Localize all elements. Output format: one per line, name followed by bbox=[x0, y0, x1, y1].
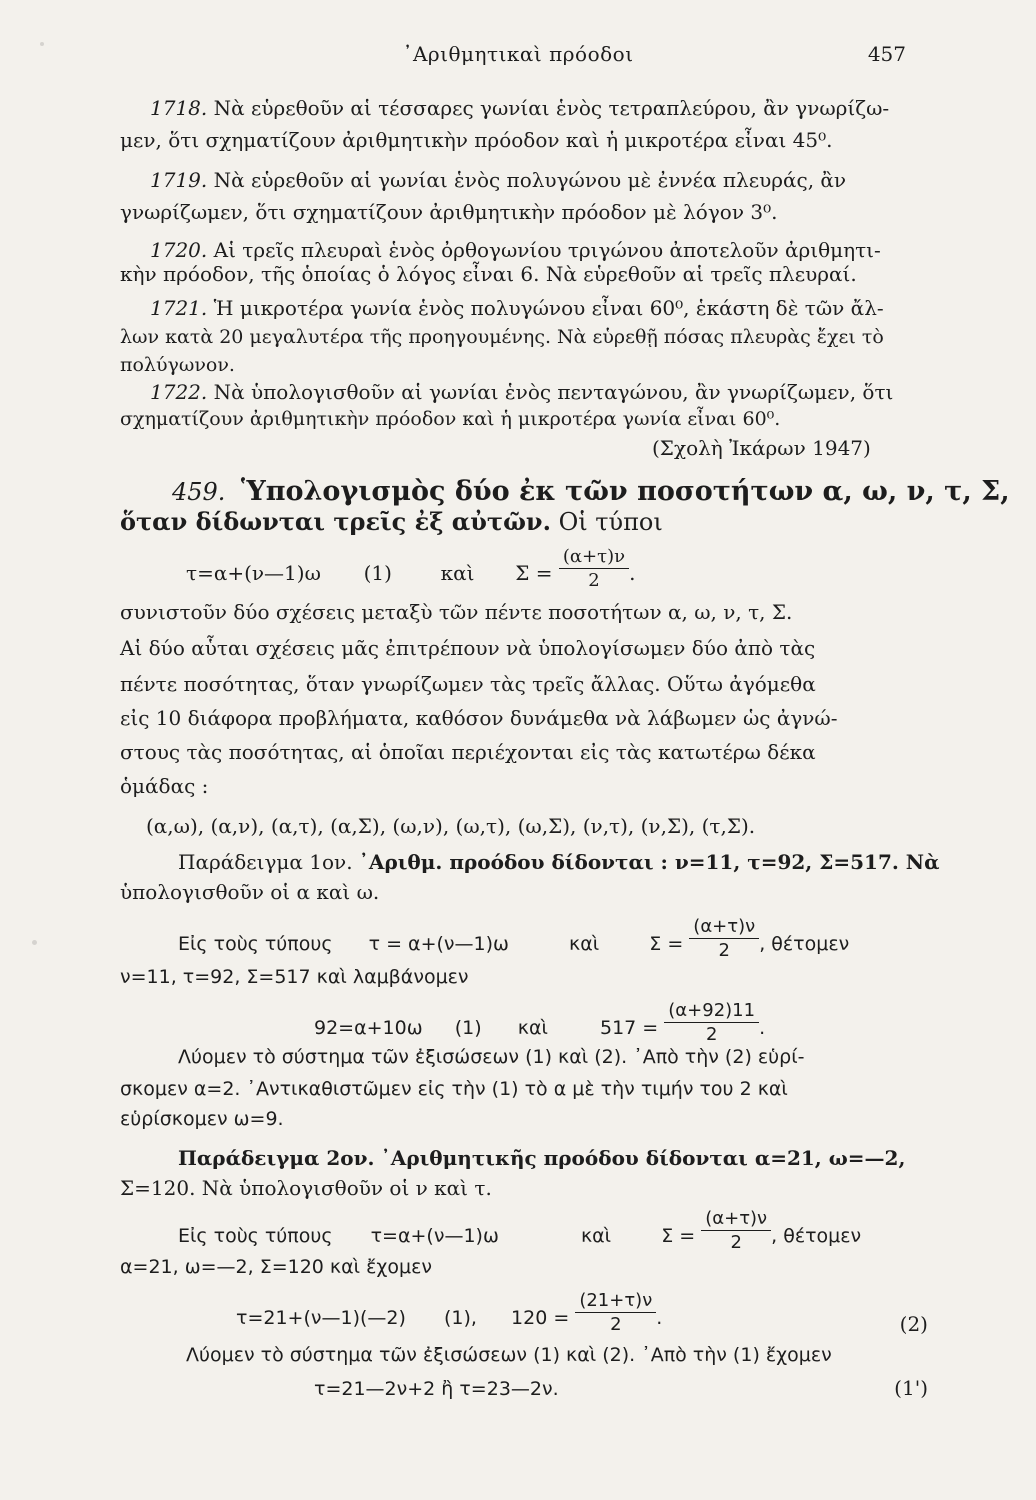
equation-2-tag: (2) bbox=[899, 1312, 928, 1336]
exercise-number: 1721. bbox=[150, 296, 208, 320]
exercise-text: Νὰ εὑρεθοῦν αἱ τέσσαρες γωνίαι ἑνὸς τετραπλεύρου, ἂν γνωρίζω- bbox=[213, 96, 890, 120]
fraction-numerator: (α+92)11 bbox=[664, 1000, 759, 1023]
exercise-text: Αἱ τρεῖς πλευραὶ ἑνὸς ὀρθογωνίου τριγώνου ἀποτελοῦν ἀριθμητι- bbox=[213, 238, 881, 262]
exercise-1719-line-1 bbox=[150, 168, 846, 192]
example-1-equations bbox=[314, 1000, 766, 1051]
example-1-formulas bbox=[178, 916, 850, 967]
equation-end: . bbox=[759, 1017, 766, 1039]
equation-and: καὶ bbox=[517, 1017, 548, 1039]
section-paragraph-line-1: συνιστοῦν δύο σχέσεις μεταξὺ τῶν πέντε ποσοτήτων α, ω, ν, τ, Σ. bbox=[120, 600, 793, 624]
exercise-1721-line-3: πολύγωνον. bbox=[120, 354, 235, 376]
fraction-numerator: (α+τ)ν bbox=[689, 916, 759, 939]
example-label: Παράδειγμα 1ον. bbox=[178, 850, 353, 874]
formula-intro: Εἰς τοὺς τύπους bbox=[178, 1225, 333, 1247]
final-equation-tag: (1') bbox=[894, 1376, 928, 1400]
formula-after: , θέτομεν bbox=[771, 1225, 862, 1247]
equation-2-fraction bbox=[664, 1000, 759, 1045]
section-intro: Οἱ τύποι bbox=[558, 508, 663, 536]
formula-and: καὶ bbox=[569, 933, 600, 955]
formula-sigma: Σ = bbox=[515, 561, 553, 585]
example-2-equations bbox=[236, 1290, 663, 1341]
formula-after: , θέτομεν bbox=[759, 933, 850, 955]
exercise-number: 1722. bbox=[150, 380, 208, 404]
section-heading-line-2 bbox=[120, 508, 663, 537]
equation-2-lhs: 517 = bbox=[600, 1017, 659, 1039]
example-1-solution-line-2: σκομεν α=2. ᾿Αντικαθιστῶμεν εἰς τὴν (1) τὸ α μὲ τὴν τιμήν του 2 καὶ bbox=[120, 1078, 788, 1100]
equation-1-tag: (1), bbox=[444, 1307, 477, 1329]
formula-tag: (1) bbox=[363, 561, 392, 585]
equation-1: 92=α+10ω bbox=[314, 1017, 423, 1039]
formula-and: καὶ bbox=[580, 1225, 612, 1247]
exercise-1721-line-1 bbox=[150, 296, 884, 320]
exercise-number: 1719. bbox=[150, 168, 208, 192]
equation-2-fraction bbox=[575, 1290, 656, 1335]
example-text: ᾿Αριθμ. προόδου δίδονται : ν=11, τ=92, Σ=517. Νὰ bbox=[358, 850, 940, 874]
section-paragraph-line-6: ὁμάδας : bbox=[120, 774, 209, 798]
section-paragraph-line-3: πέντε ποσότητας, ὅταν γνωρίζωμεν τὰς τρεῖς ἄλλας. Οὕτω ἀγόμεθα bbox=[120, 672, 816, 696]
section-title-cont: ὅταν δίδωνται τρεῖς ἐξ αὐτῶν. bbox=[120, 507, 551, 536]
formula-fraction bbox=[689, 916, 759, 961]
example-2-line-1 bbox=[178, 1146, 905, 1170]
formula-t: τ=α+(ν—1)ω bbox=[370, 1225, 499, 1247]
exercise-1720-line-1 bbox=[150, 238, 881, 262]
exercise-1721-line-2: λων κατὰ 20 μεγαλυτέρα τῆς προηγουμένης. Νὰ εὑρεθῇ πόσας πλευρὰς ἔχει τὸ bbox=[120, 326, 884, 348]
section-formula bbox=[186, 546, 636, 597]
example-label: Παράδειγμα 2ον. bbox=[178, 1146, 375, 1170]
fraction-denominator: 2 bbox=[705, 1024, 718, 1045]
exercise-1720-line-2: κὴν πρόοδον, τῆς ὁποίας ὁ λόγος εἶναι 6. Νὰ εὑρεθοῦν αἱ τρεῖς πλευραί. bbox=[120, 262, 857, 286]
exercise-1718-line-1 bbox=[150, 96, 889, 120]
formula-t: τ = α+(ν—1)ω bbox=[368, 933, 509, 955]
unknown-groups: (α,ω), (α,ν), (α,τ), (α,Σ), (ω,ν), (ω,τ), (ω,Σ), (ν,τ), (ν,Σ), (τ,Σ). bbox=[146, 814, 756, 838]
exercise-1718-line-2: μεν, ὅτι σχηματίζουν ἀριθμητικὴν πρόοδον καὶ ἡ μικροτέρα εἶναι 45⁰. bbox=[120, 128, 833, 152]
exercise-number: 1718. bbox=[150, 96, 208, 120]
equation-2-lhs: 120 = bbox=[511, 1307, 570, 1329]
equation-1: τ=21+(ν—1)(—2) bbox=[236, 1307, 406, 1329]
print-speck bbox=[40, 42, 44, 46]
formula-intro: Εἰς τοὺς τύπους bbox=[178, 933, 333, 955]
exercise-text: Νὰ εὑρεθοῦν αἱ γωνίαι ἑνὸς πολυγώνου μὲ ἐννέα πλευράς, ἂν bbox=[213, 168, 847, 192]
equation-end: . bbox=[656, 1307, 663, 1329]
section-paragraph-line-5: στους τὰς ποσότητας, αἱ ὁποῖαι περιέχονται εἰς τὰς κατωτέρω δέκα bbox=[120, 740, 816, 764]
example-1-solution-line-1: Λύομεν τὸ σύστημα τῶν ἐξισώσεων (1) καὶ (2). ᾿Απὸ τὴν (2) εὑρί- bbox=[178, 1046, 805, 1068]
example-1-values: ν=11, τ=92, Σ=517 καὶ λαμβάνομεν bbox=[120, 966, 469, 988]
fraction-denominator: 2 bbox=[588, 570, 600, 591]
example-2-values: α=21, ω=—2, Σ=120 καὶ ἔχομεν bbox=[120, 1256, 432, 1278]
example-2-final-equation: τ=21—2ν+2 ἢ τ=23—2ν. bbox=[314, 1378, 559, 1400]
formula-sigma: Σ = bbox=[649, 933, 684, 955]
formula-fraction bbox=[559, 546, 629, 591]
exercise-1722-line-2: σχηματίζουν ἀριθμητικὴν πρόοδον καὶ ἡ μικροτέρα γωνία εἶναι 60⁰. bbox=[120, 408, 781, 430]
fraction-denominator: 2 bbox=[730, 1232, 742, 1253]
formula-and: καὶ bbox=[440, 561, 475, 585]
fraction-numerator: (α+τ)ν bbox=[559, 546, 629, 569]
fraction-denominator: 2 bbox=[718, 940, 730, 961]
print-speck bbox=[32, 940, 37, 945]
section-title: Ὑπολογισμὸς δύο ἐκ τῶν ποσοτήτων α, ω, ν, τ, Σ, bbox=[240, 476, 1010, 507]
formula-t: τ=α+(ν—1)ω bbox=[186, 561, 321, 585]
example-2-solution-line-1: Λύομεν τὸ σύστημα τῶν ἐξισώσεων (1) καὶ (2). ᾿Απὸ τὴν (1) ἔχομεν bbox=[186, 1344, 832, 1366]
exercise-text: Ἡ μικροτέρα γωνία ἑνὸς πολυγώνου εἶναι 60⁰, ἑκάστη δὲ τῶν ἄλ- bbox=[213, 296, 884, 320]
section-heading bbox=[172, 476, 1010, 507]
exercise-text: Νὰ ὑπολογισθοῦν αἱ γωνίαι ἑνὸς πενταγώνου, ἂν γνωρίζωμεν, ὅτι bbox=[213, 380, 894, 404]
exercise-1722-line-1 bbox=[150, 380, 893, 404]
example-1-line-1 bbox=[178, 850, 939, 874]
example-2-formulas bbox=[178, 1208, 862, 1259]
fraction-numerator: (α+τ)ν bbox=[701, 1208, 771, 1231]
exercise-1719-line-2: γνωρίζωμεν, ὅτι σχηματίζουν ἀριθμητικὴν πρόοδον μὲ λόγον 3⁰. bbox=[120, 200, 778, 224]
exercise-source: (Σχολὴ Ἰκάρων 1947) bbox=[652, 436, 871, 460]
fraction-numerator: (21+τ)ν bbox=[575, 1290, 656, 1313]
section-paragraph-line-2: Αἱ δύο αὗται σχέσεις μᾶς ἐπιτρέπουν νὰ ὑπολογίσωμεν δύο ἀπὸ τὰς bbox=[120, 636, 816, 660]
section-paragraph-line-4: εἰς 10 διάφορα προβλήματα, καθόσον δυνάμεθα νὰ λάβωμεν ὡς ἀγνώ- bbox=[120, 706, 838, 730]
equation-1-tag: (1) bbox=[454, 1017, 482, 1039]
exercise-number: 1720. bbox=[150, 238, 208, 262]
example-2-line-2: Σ=120. Νὰ ὑπολογισθοῦν οἱ ν καὶ τ. bbox=[120, 1176, 492, 1200]
formula-end: . bbox=[629, 561, 636, 585]
section-number: 459. bbox=[172, 478, 226, 506]
page-number: 457 bbox=[867, 42, 906, 66]
formula-sigma: Σ = bbox=[661, 1225, 696, 1247]
fraction-denominator: 2 bbox=[610, 1314, 622, 1335]
formula-fraction bbox=[701, 1208, 771, 1253]
example-1-line-2: ὑπολογισθοῦν οἱ α καὶ ω. bbox=[120, 880, 380, 904]
example-text: ᾿Αριθμητικῆς προόδου δίδονται α=21, ω=—2, bbox=[380, 1146, 906, 1170]
running-header: ᾿Αριθμητικαὶ πρόοδοι bbox=[402, 42, 634, 66]
example-1-solution-line-3: εὑρίσκομεν ω=9. bbox=[120, 1108, 284, 1130]
